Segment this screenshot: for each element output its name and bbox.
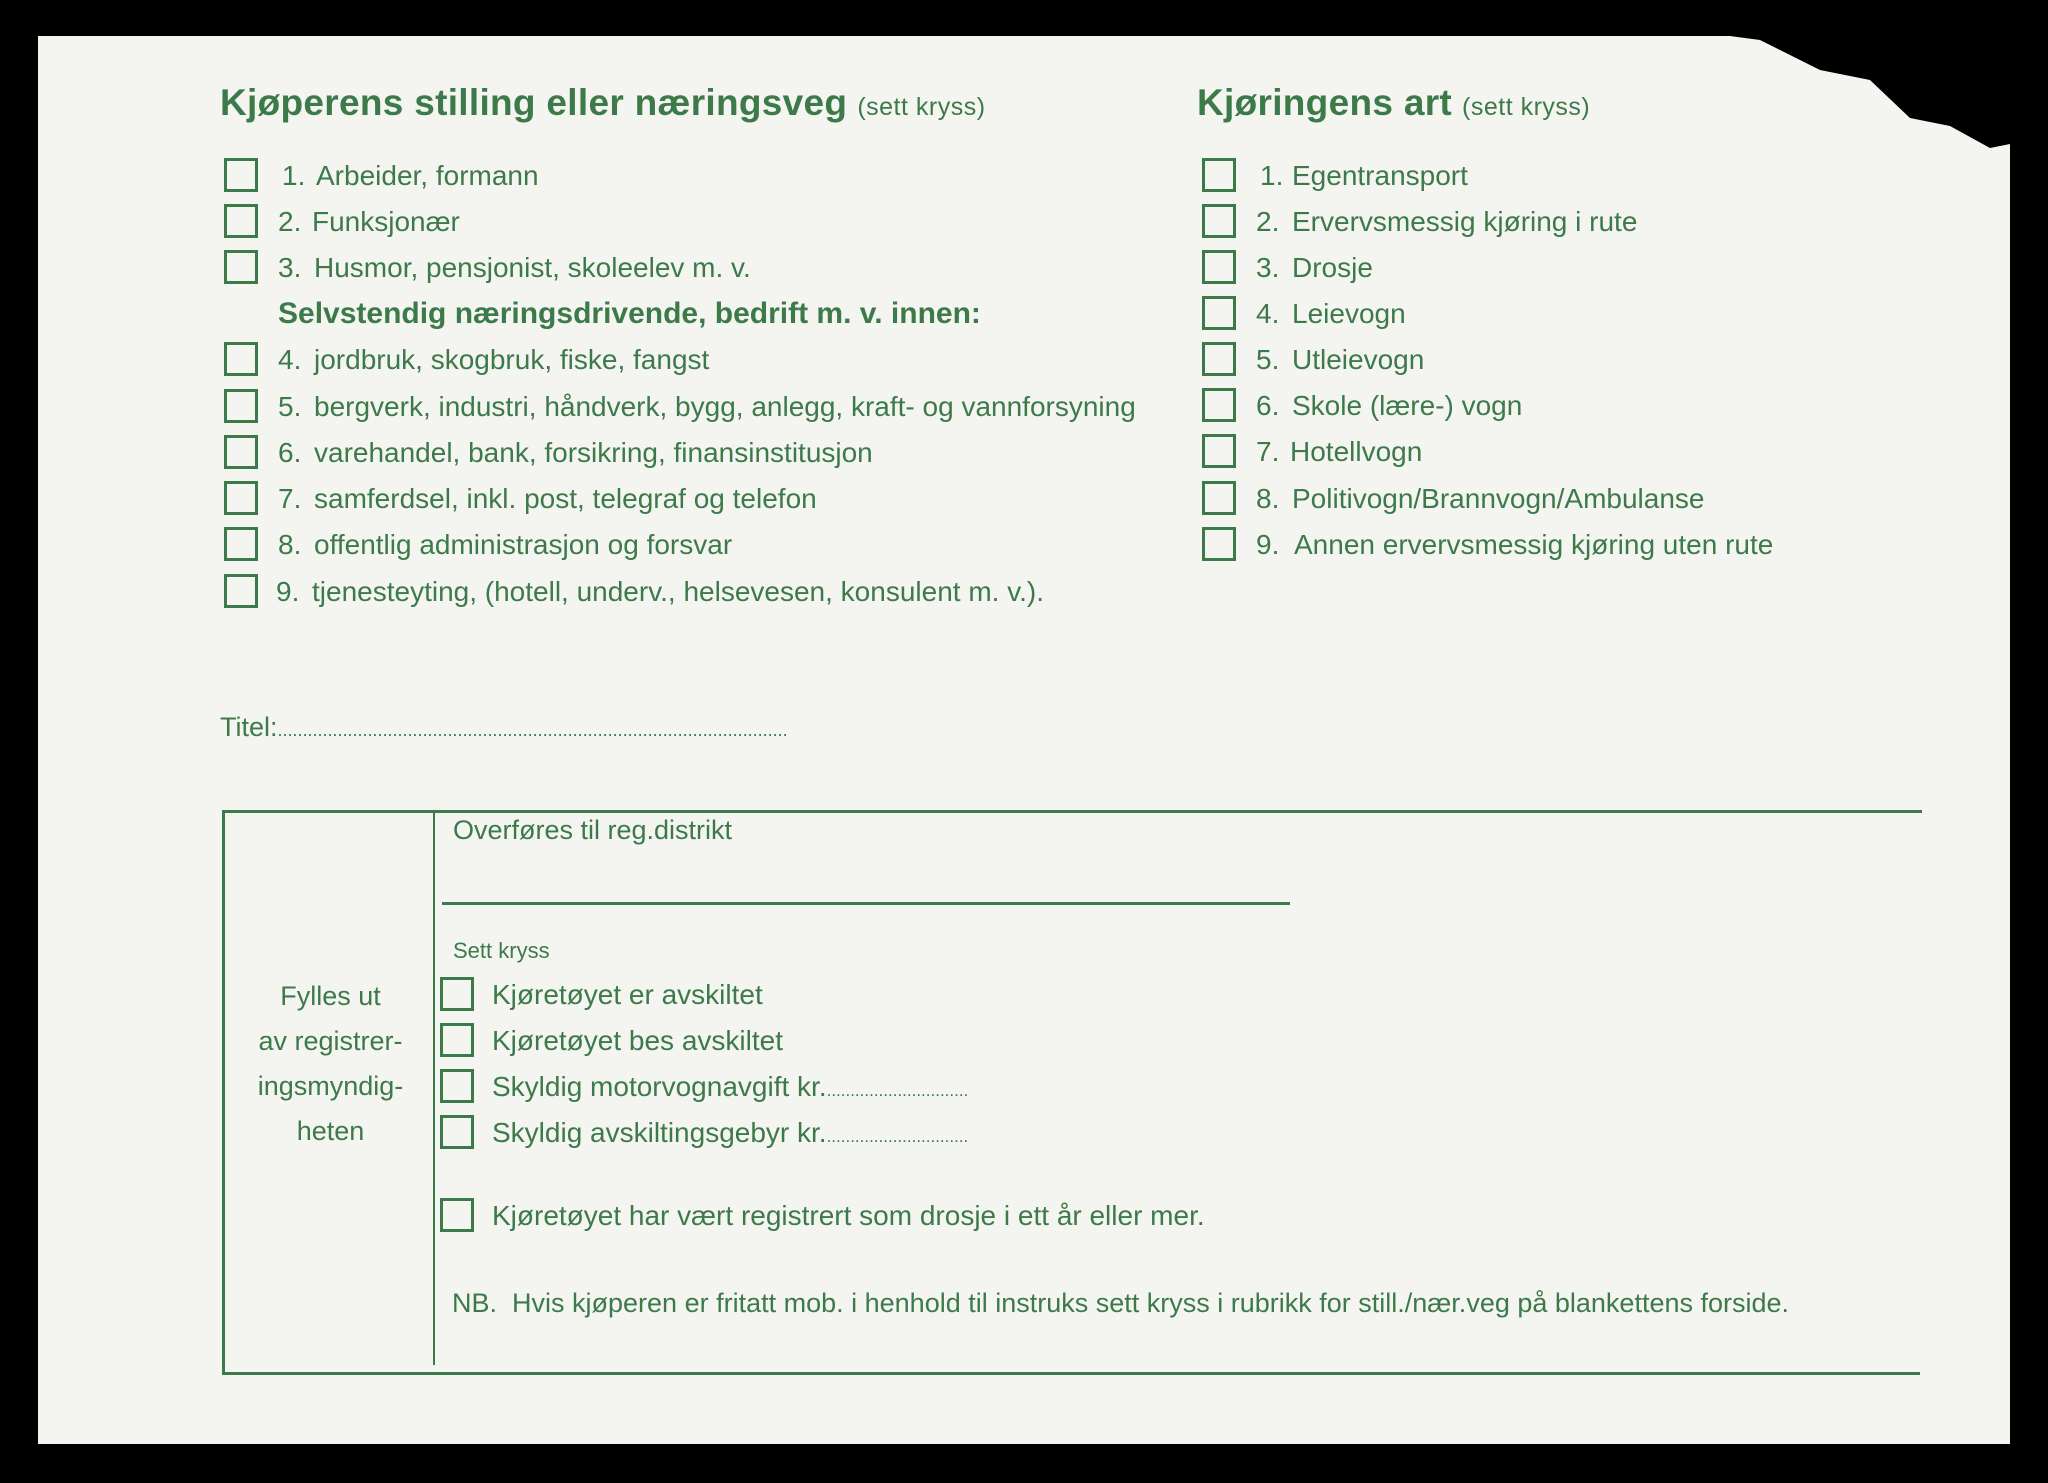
driving-checkbox-9[interactable] <box>1202 527 1236 561</box>
driving-num-3: 3. <box>1256 252 1280 283</box>
driving-checkbox-7[interactable] <box>1202 434 1236 468</box>
nb-text: Hvis kjøperen er fritatt mob. i henhold til instruks sett kryss i rubrikk for still./nær.veg på blankettens forside. <box>512 1288 1790 1318</box>
self-employed-subheading: Selvstendig næringsdrivende, bedrift m. v. innen: <box>278 297 981 330</box>
driving-label-7: Hotellvogn <box>1290 436 1423 467</box>
driving-checkbox-5[interactable] <box>1202 342 1236 376</box>
occupation-checkbox-6[interactable] <box>224 435 258 469</box>
occupation-checkbox-8[interactable] <box>224 527 258 561</box>
driving-num-8: 8. <box>1256 483 1280 514</box>
transfer-label: Overføres til reg.distrikt <box>453 815 733 845</box>
reg-checkbox-2[interactable] <box>440 1023 474 1057</box>
driving-checkbox-2[interactable] <box>1202 204 1236 238</box>
occupation-checkbox-4[interactable] <box>224 342 258 376</box>
nb-label: NB. <box>452 1288 498 1318</box>
reg-check-label-4 <box>492 1117 968 1149</box>
driving-num-9: 9. <box>1256 529 1280 560</box>
occupation-num-3: 3. <box>278 252 302 283</box>
box-top-rule <box>222 810 1922 813</box>
occupation-num-8: 8. <box>278 529 302 560</box>
driving-checkbox-4[interactable] <box>1202 296 1236 330</box>
transfer-field-line[interactable] <box>442 902 1290 905</box>
nb-note <box>452 1288 1789 1319</box>
occupation-label-4: jordbruk, skogbruk, fiske, fangst <box>314 344 710 375</box>
driving-num-1: 1. <box>1260 160 1284 191</box>
driving-checkbox-8[interactable] <box>1202 481 1236 515</box>
occupation-label-1: Arbeider, formann <box>316 160 539 191</box>
plate-fee-dots: .............................. <box>826 1127 969 1146</box>
driving-num-5: 5. <box>1256 344 1280 375</box>
side-note <box>228 974 433 1154</box>
reg-checkbox-1[interactable] <box>440 977 474 1011</box>
driving-num-4: 4. <box>1256 298 1280 329</box>
reg-check-label-1: Kjøretøyet er avskiltet <box>492 979 763 1010</box>
driving-num-6: 6. <box>1256 390 1280 421</box>
occupation-checkbox-1[interactable] <box>224 158 258 192</box>
driving-num-2: 2. <box>1256 206 1280 237</box>
occupation-num-5: 5. <box>278 391 302 422</box>
motor-fee-label: Skyldig motorvognavgift kr. <box>492 1071 827 1102</box>
box-divider <box>433 810 435 1365</box>
occupation-num-1: 1. <box>282 160 306 191</box>
reg-checkbox-4[interactable] <box>440 1115 474 1149</box>
occupation-label-8: offentlig administrasjon og forsvar <box>314 529 733 560</box>
occupation-label-6: varehandel, bank, forsikring, finansinstitusjon <box>314 437 873 468</box>
plate-fee-label: Skyldig avskiltingsgebyr kr. <box>492 1117 827 1148</box>
motor-fee-dots: .............................. <box>826 1081 969 1100</box>
driving-label-8: Politivogn/Brannvogn/Ambulanse <box>1292 483 1705 514</box>
right-title-text: Kjøringens art <box>1197 82 1453 123</box>
occupation-num-9: 9. <box>276 576 300 607</box>
driving-checkbox-1[interactable] <box>1202 158 1236 192</box>
occupation-label-5: bergverk, industri, håndverk, bygg, anlegg, kraft- og vannforsyning <box>314 391 1136 422</box>
driving-checkbox-6[interactable] <box>1202 388 1236 422</box>
occupation-checkbox-5[interactable] <box>224 389 258 423</box>
driving-label-1: Egentransport <box>1292 160 1468 191</box>
titel-dots: ...................................................................................................... <box>277 720 788 740</box>
driving-label-5: Utleievogn <box>1292 344 1425 375</box>
reg-check-label-2: Kjøretøyet bes avskiltet <box>492 1025 783 1056</box>
torn-corner <box>1700 30 2040 160</box>
driving-label-3: Drosje <box>1292 252 1373 283</box>
box-bottom-rule <box>222 1372 1920 1375</box>
driving-num-7: 7. <box>1256 436 1280 467</box>
left-section-title <box>220 82 986 124</box>
titel-field[interactable] <box>220 712 788 743</box>
driving-checkbox-3[interactable] <box>1202 250 1236 284</box>
side-note-line-1: Fylles ut <box>280 981 381 1011</box>
occupation-checkbox-9[interactable] <box>224 574 258 608</box>
occupation-label-9: tjenesteyting, (hotell, underv., helsevesen, konsulent m. v.). <box>312 576 1045 607</box>
left-title-text: Kjøperens stilling eller næringsveg <box>220 82 848 123</box>
occupation-num-4: 4. <box>278 344 302 375</box>
right-section-title <box>1197 82 1590 124</box>
side-note-line-3: ingsmyndig- <box>257 1071 404 1101</box>
reg-check-label-3 <box>492 1071 968 1103</box>
driving-label-9: Annen ervervsmessig kjøring uten rute <box>1294 529 1774 560</box>
occupation-num-2: 2. <box>278 206 302 237</box>
side-note-line-4: heten <box>296 1116 365 1146</box>
side-note-line-2: av registrer- <box>258 1026 403 1056</box>
occupation-num-6: 6. <box>278 437 302 468</box>
driving-label-6: Skole (lære-) vogn <box>1292 390 1523 421</box>
occupation-label-7: samferdsel, inkl. post, telegraf og telefon <box>314 483 817 514</box>
reg-checkbox-3[interactable] <box>440 1069 474 1103</box>
occupation-label-3: Husmor, pensjonist, skoleelev m. v. <box>314 252 751 283</box>
right-title-hint: (sett kryss) <box>1462 93 1591 121</box>
sett-kryss-label: Sett kryss <box>453 938 550 963</box>
driving-label-2: Ervervsmessig kjøring i rute <box>1292 206 1638 237</box>
left-title-hint: (sett kryss) <box>857 93 986 121</box>
occupation-checkbox-7[interactable] <box>224 481 258 515</box>
occupation-label-2: Funksjonær <box>312 206 460 237</box>
occupation-num-7: 7. <box>278 483 302 514</box>
occupation-checkbox-3[interactable] <box>224 250 258 284</box>
drosje-check-label: Kjøretøyet har vært registrert som drosje i ett år eller mer. <box>492 1200 1205 1231</box>
occupation-checkbox-2[interactable] <box>224 204 258 238</box>
drosje-checkbox[interactable] <box>440 1198 474 1232</box>
titel-label: Titel: <box>220 712 278 742</box>
driving-label-4: Leievogn <box>1292 298 1406 329</box>
box-left-rule <box>222 810 225 1375</box>
